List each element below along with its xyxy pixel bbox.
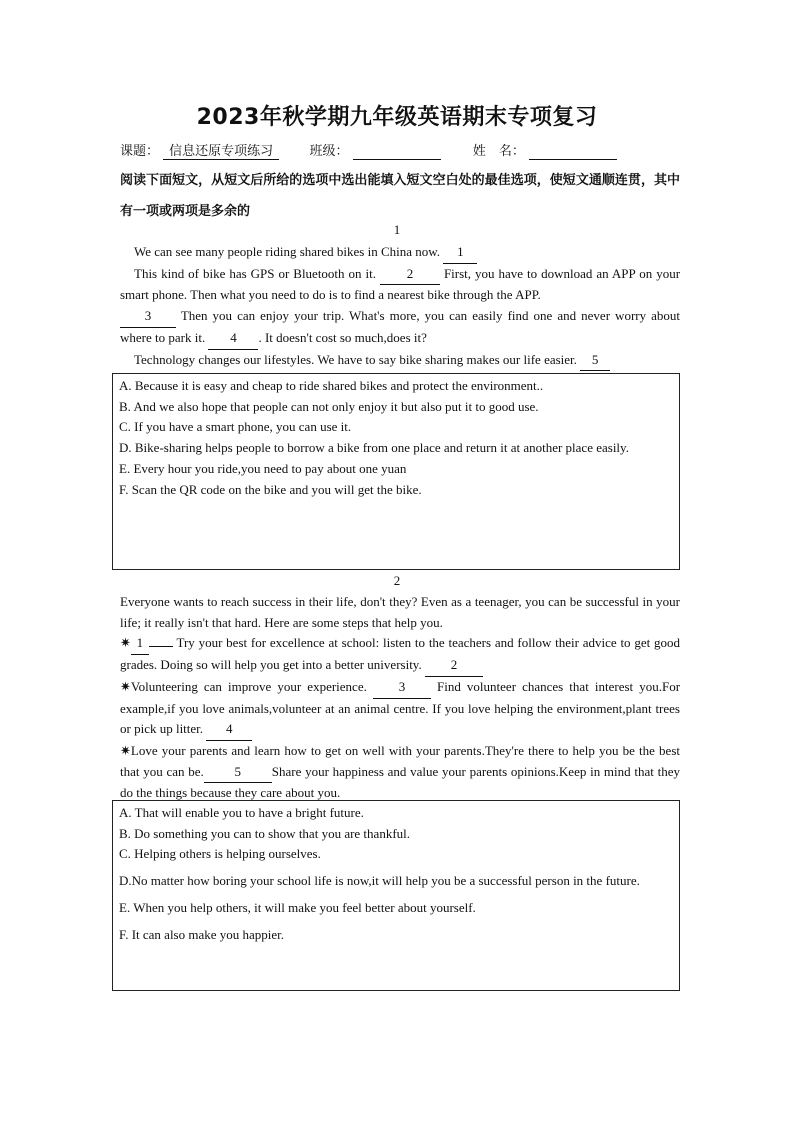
instruction-text: 阅读下面短文，从短文后所给的选项中选出能填入短文空白处的最佳选项，使短文通顺连贯，其中有一项或两项是多余的 [120,173,680,219]
passage-text: Love your parents and learn how to get on well with your parents.They're there to help you be the best that you can be. [120,742,680,779]
star-icon: ✷ [120,742,131,758]
name-blank[interactable] [529,145,617,160]
blank-2[interactable]: 2 [380,264,440,286]
option-d: D.No matter how boring your school life is now,it will help you be a successful person in the future. [119,873,640,889]
option-e: E. When you help others, it will make you feel better about yourself. [119,899,476,915]
passage-paragraph [120,633,680,676]
passage-text: . It doesn't cost so much,does it? [258,329,427,345]
option-b: B. Do something you can to show that you are thankful. [119,825,411,841]
passage-text: Find volunteer chances that interest you.For example,if you love animals,volunteer at an animal centre. If you love helping the environment,plant trees or pick up litter. [120,678,681,737]
section-2-passage [120,592,680,804]
passage-line [120,242,680,264]
blank-3[interactable]: 3 [120,306,176,328]
blank-2[interactable]: 2 [425,655,483,677]
topic-value: 信息还原专项练习 [163,140,279,160]
passage-paragraph: Everyone wants to reach success in their life, don't they? Even as a teenager, you can be successful in your life; it really isn't that hard. Here are some steps that help you. [120,594,680,630]
blank-5[interactable]: 5 [580,350,610,372]
passage-text: We can see many people riding shared bikes in China now. [134,244,441,259]
name-label: 姓 名： [472,144,525,159]
option-b: B. And we also hope that people can not only enjoy it but also put it to good use. [119,398,539,414]
class-blank[interactable] [353,145,441,160]
passage-paragraph [120,677,680,741]
passage-text: First, you have to download an APP on your smart phone. Then what you need to do is to find a nearest bike through the APP. [120,265,681,303]
passage-line [120,264,680,306]
passage-line [120,350,680,372]
passage-paragraph [120,741,680,804]
option-c: C. Helping others is helping ourselves. [119,846,321,862]
blank-1[interactable]: 1 [443,242,477,264]
passage-text: Try your best for excellence at school: listen to the teachers and follow their advice to get good grades. Doing so will help you get into a better university. [120,635,681,673]
blank-1-tail[interactable] [149,646,173,647]
option-d: D. Bike-sharing helps people to borrow a bike from one place and return it at another place easily. [119,440,629,456]
option-f: F. Scan the QR code on the bike and you will get the bike. [119,481,422,497]
star-icon: ✷ [120,635,131,651]
passage-line [120,306,680,349]
option-f: F. It can also make you happier. [119,926,285,942]
blank-4[interactable]: 4 [208,328,258,350]
option-e: E. Every hour you ride,you need to pay about one yuan [119,460,407,476]
option-a: A. That will enable you to have a bright future. [119,805,364,820]
section-1-options-box [112,373,680,570]
page-title: 2023年秋学期九年级英语期末专项复习 [196,105,598,130]
section-1-passage [120,242,680,371]
blank-5[interactable]: 5 [204,762,272,784]
blank-4[interactable]: 4 [206,719,252,741]
passage-text: Then you can enjoy your trip. What's more, you can easily find one and never worry about where to park it. [120,308,681,345]
topic-label: 课题： [120,144,160,159]
header-meta [120,140,680,160]
passage-text: Volunteering can improve your experience. [130,678,367,694]
passage-text: This kind of bike has GPS or Bluetooth on it. [134,265,376,281]
class-label: 班级： [309,144,349,159]
option-c: C. If you have a smart phone, you can use it. [119,419,352,435]
option-a: A. Because it is easy and cheap to ride shared bikes and protect the environment.. [119,378,544,393]
star-icon: ✷ [120,678,131,694]
passage-text: Share your happiness and value your parents opinions.Keep in mind that they do the things because they care about you. [120,763,680,801]
section-2-options-box [112,800,680,991]
passage-text: Technology changes our lifestyles. We have to say bike sharing makes our life easier. [134,351,577,367]
section-1-number: 1 [393,222,401,237]
blank-1[interactable]: 1 [131,633,149,655]
blank-3[interactable]: 3 [373,677,431,699]
section-2-number: 2 [393,573,401,588]
